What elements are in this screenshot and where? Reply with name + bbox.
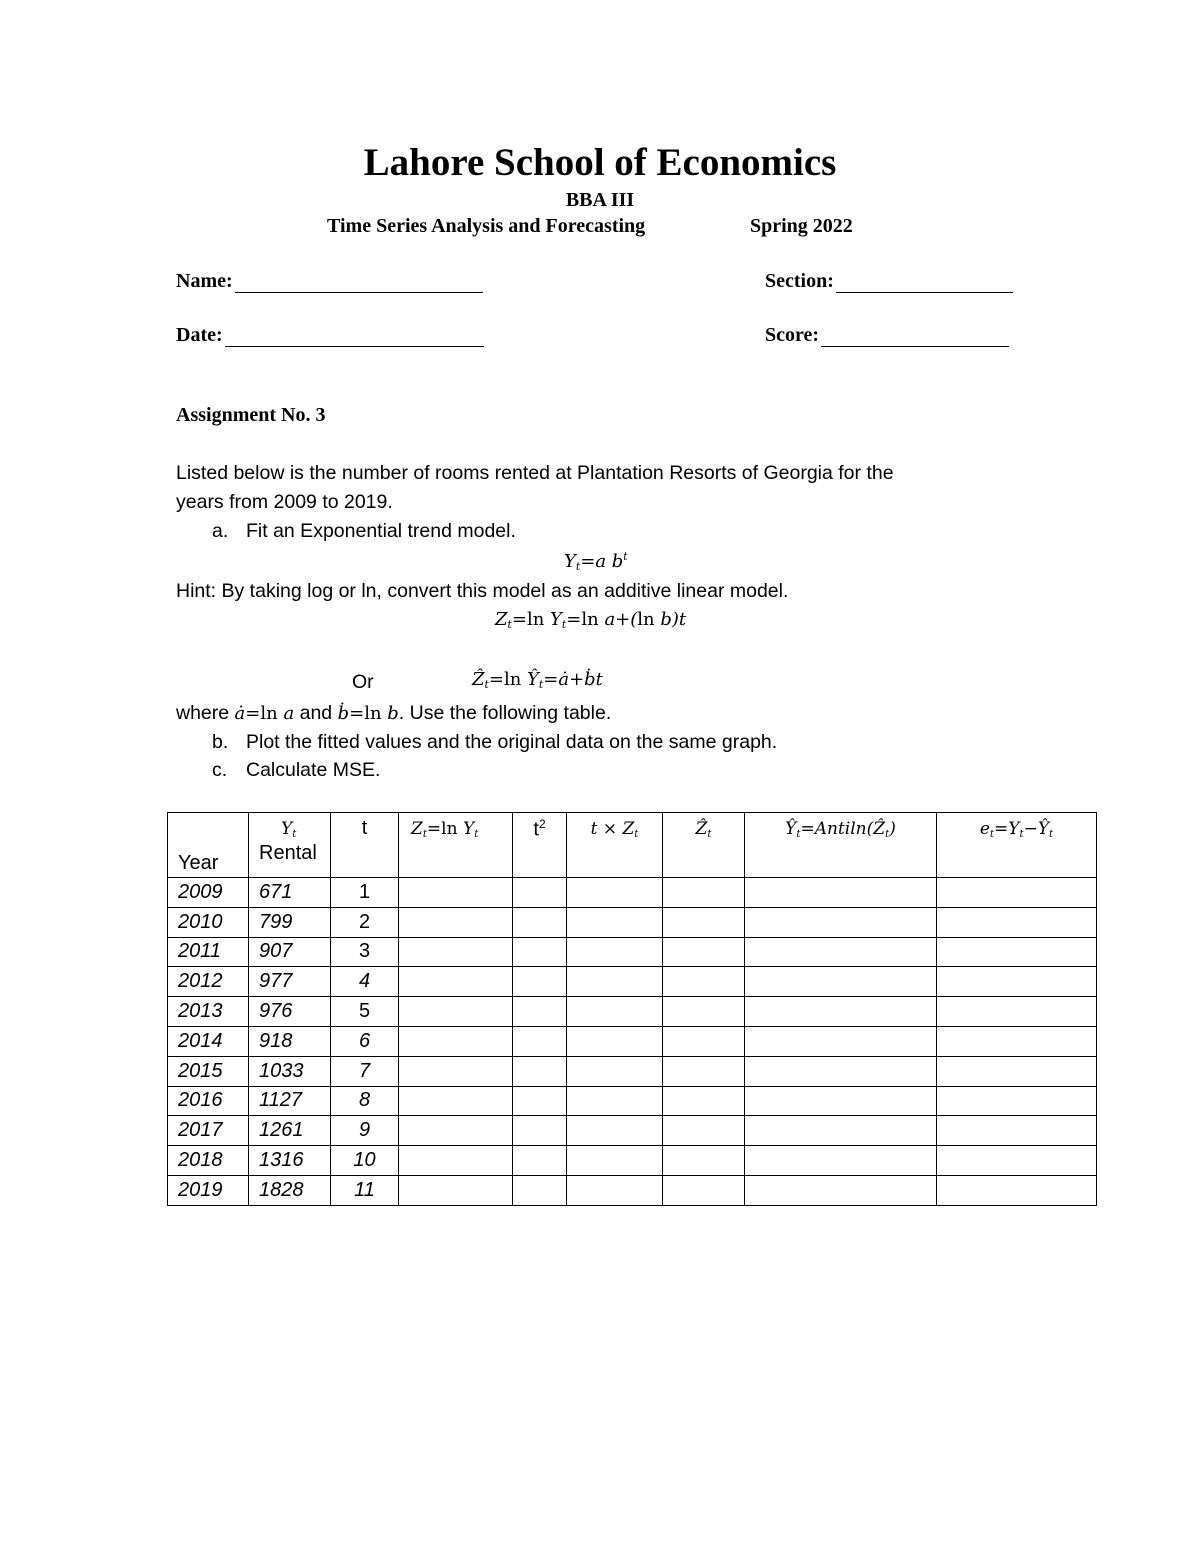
cell-residual[interactable] xyxy=(937,1146,1097,1176)
cell-rental: 977 xyxy=(249,967,331,997)
cell-rental: 976 xyxy=(249,997,331,1027)
table-row xyxy=(168,1116,1097,1146)
score-blank[interactable] xyxy=(821,326,1009,347)
cell-t: 7 xyxy=(331,1056,399,1086)
list-label: b. xyxy=(212,731,229,753)
cell-residual[interactable] xyxy=(937,937,1097,967)
cell-t-times-zt[interactable] xyxy=(567,997,663,1027)
subject-title: Time Series Analysis and Forecasting xyxy=(327,215,646,237)
cell-residual[interactable] xyxy=(937,1026,1097,1056)
cell-t-times-zt[interactable] xyxy=(567,1175,663,1205)
table-row xyxy=(168,997,1097,1027)
cell-rental: 1316 xyxy=(249,1146,331,1176)
date-blank[interactable] xyxy=(225,326,484,347)
cell-zt[interactable] xyxy=(399,997,513,1027)
hint-text: Hint: By taking log or ln, convert this model as an additive linear model. xyxy=(176,580,789,602)
cell-rental: 1261 xyxy=(249,1116,331,1146)
cell-t-times-zt[interactable] xyxy=(567,1056,663,1086)
cell-year: 2018 xyxy=(168,1146,249,1176)
cell-year: 2013 xyxy=(168,997,249,1027)
cell-zt[interactable] xyxy=(399,1146,513,1176)
cell-zt-hat[interactable] xyxy=(663,1026,745,1056)
score-field[interactable] xyxy=(765,324,1009,347)
cell-yt-hat[interactable] xyxy=(745,1116,937,1146)
header-zt-hat: Ẑ$_t$ xyxy=(663,813,745,878)
cell-zt[interactable] xyxy=(399,1026,513,1056)
cell-yt-hat[interactable] xyxy=(745,1056,937,1086)
table-row xyxy=(168,1086,1097,1116)
where-suffix: . Use the following table. xyxy=(398,702,612,724)
cell-t-squared[interactable] xyxy=(513,1056,567,1086)
list-label: a. xyxy=(212,520,229,542)
cell-t-times-zt[interactable] xyxy=(567,1026,663,1056)
cell-t-squared[interactable] xyxy=(513,1086,567,1116)
cell-year: 2017 xyxy=(168,1116,249,1146)
cell-zt-hat[interactable] xyxy=(663,937,745,967)
cell-residual[interactable] xyxy=(937,1086,1097,1116)
cell-residual[interactable] xyxy=(937,1175,1097,1205)
list-item-c xyxy=(212,759,380,782)
cell-zt-hat[interactable] xyxy=(663,997,745,1027)
equation-b-dot: ḃ=ln b xyxy=(337,703,399,724)
cell-rental: 1127 xyxy=(249,1086,331,1116)
cell-zt[interactable] xyxy=(399,878,513,908)
cell-residual[interactable] xyxy=(937,1056,1097,1086)
equation-exponential-model: $Y_t=a$ $b^t$ xyxy=(564,550,628,573)
header-yt-symbol: $Y_t$ xyxy=(281,819,297,840)
header-t-times-zt: $t \times Z_t$ xyxy=(567,813,663,878)
table-row xyxy=(168,878,1097,908)
cell-t-times-zt[interactable] xyxy=(567,878,663,908)
cell-t-squared[interactable] xyxy=(513,1146,567,1176)
cell-t-times-zt[interactable] xyxy=(567,1146,663,1176)
cell-yt-hat[interactable] xyxy=(745,1175,937,1205)
or-text: Or xyxy=(352,671,374,693)
cell-residual[interactable] xyxy=(937,907,1097,937)
cell-t-squared[interactable] xyxy=(513,937,567,967)
cell-residual[interactable] xyxy=(937,967,1097,997)
cell-rental: 671 xyxy=(249,878,331,908)
table-row xyxy=(168,1056,1097,1086)
table-row xyxy=(168,1146,1097,1176)
cell-zt-hat[interactable] xyxy=(663,1146,745,1176)
cell-t: 6 xyxy=(331,1026,399,1056)
cell-t-times-zt[interactable] xyxy=(567,937,663,967)
list-label: c. xyxy=(212,759,228,781)
cell-t: 11 xyxy=(331,1175,399,1205)
table-row xyxy=(168,937,1097,967)
cell-zt-hat[interactable] xyxy=(663,878,745,908)
table-header-row xyxy=(168,813,1097,878)
table-row xyxy=(168,967,1097,997)
header-t-squared: $t^2$ xyxy=(513,813,567,878)
cell-t: 8 xyxy=(331,1086,399,1116)
cell-yt-hat[interactable] xyxy=(745,937,937,967)
course-code: BBA III xyxy=(565,189,635,211)
list-text: Calculate MSE. xyxy=(246,759,381,781)
cell-rental: 1033 xyxy=(249,1056,331,1086)
cell-zt-hat[interactable] xyxy=(663,1086,745,1116)
term-label: Spring 2022 xyxy=(750,215,853,237)
cell-year: 2012 xyxy=(168,967,249,997)
date-label: Date: xyxy=(176,324,223,346)
cell-t-times-zt[interactable] xyxy=(567,1116,663,1146)
score-label: Score: xyxy=(765,324,820,346)
cell-rental: 799 xyxy=(249,907,331,937)
cell-t: 10 xyxy=(331,1146,399,1176)
cell-t: 1 xyxy=(331,878,399,908)
header-residual: $e_t=Y_t-Ŷ_t$ xyxy=(937,813,1097,878)
data-table xyxy=(167,812,1097,1206)
cell-yt-hat[interactable] xyxy=(745,1086,937,1116)
cell-zt-hat[interactable] xyxy=(663,1116,745,1146)
cell-t: 4 xyxy=(331,967,399,997)
cell-year: 2019 xyxy=(168,1175,249,1205)
section-label: Section: xyxy=(765,270,834,292)
table-row xyxy=(168,907,1097,937)
cell-t-squared[interactable] xyxy=(513,997,567,1027)
list-text: Plot the fitted values and the original data on the same graph. xyxy=(246,731,778,753)
cell-t-squared[interactable] xyxy=(513,1026,567,1056)
page-title: Lahore School of Economics xyxy=(363,141,837,184)
date-field[interactable] xyxy=(176,324,484,347)
where-line xyxy=(176,702,611,725)
name-label: Name: xyxy=(176,270,233,292)
header-yt-hat: $Ŷ_t=Antiln(Ẑ_t)$ xyxy=(745,813,937,878)
equation-a-dot: ȧ=ln a xyxy=(234,703,295,724)
equation-log-linear: $Z_t=\ln$ $Y_t=\ln$ a+(ln b)t xyxy=(495,609,687,631)
cell-residual[interactable] xyxy=(937,1116,1097,1146)
cell-yt-hat[interactable] xyxy=(745,1146,937,1176)
cell-year: 2015 xyxy=(168,1056,249,1086)
assignment-title: Assignment No. 3 xyxy=(176,404,326,426)
cell-rental: 907 xyxy=(249,937,331,967)
where-and: and xyxy=(299,702,333,724)
cell-t-times-zt[interactable] xyxy=(567,1086,663,1116)
cell-t-squared[interactable] xyxy=(513,1116,567,1146)
cell-t-squared[interactable] xyxy=(513,967,567,997)
cell-t: 3 xyxy=(331,937,399,967)
table-row xyxy=(168,1175,1097,1205)
cell-year: 2016 xyxy=(168,1086,249,1116)
name-blank[interactable] xyxy=(235,272,483,293)
cell-year: 2010 xyxy=(168,907,249,937)
cell-t-squared[interactable] xyxy=(513,907,567,937)
cell-yt-hat[interactable] xyxy=(745,1026,937,1056)
cell-zt[interactable] xyxy=(399,907,513,937)
cell-yt-hat[interactable] xyxy=(745,878,937,908)
cell-t-squared[interactable] xyxy=(513,1175,567,1205)
cell-t: 9 xyxy=(331,1116,399,1146)
cell-zt[interactable] xyxy=(399,967,513,997)
cell-residual[interactable] xyxy=(937,878,1097,908)
cell-zt-hat[interactable] xyxy=(663,967,745,997)
cell-t-times-zt[interactable] xyxy=(567,967,663,997)
list-item-a xyxy=(212,520,516,543)
header-t: t xyxy=(331,813,399,878)
cell-yt-hat[interactable] xyxy=(745,997,937,1027)
intro-line-1: Listed below is the number of rooms rented at Plantation Resorts of Georgia for the xyxy=(176,462,894,484)
section-blank[interactable] xyxy=(836,272,1013,293)
table-row xyxy=(168,1026,1097,1056)
header-rental: $Y_t$ Rental xyxy=(249,813,331,878)
cell-year: 2009 xyxy=(168,878,249,908)
cell-zt[interactable] xyxy=(399,937,513,967)
name-field[interactable] xyxy=(176,270,483,293)
cell-zt-hat[interactable] xyxy=(663,1056,745,1086)
cell-yt-hat[interactable] xyxy=(745,907,937,937)
header-year: Year xyxy=(168,813,249,878)
cell-zt-hat[interactable] xyxy=(663,1175,745,1205)
section-field[interactable] xyxy=(765,270,1013,293)
cell-t: 5 xyxy=(331,997,399,1027)
cell-t-times-zt[interactable] xyxy=(567,907,663,937)
cell-zt[interactable] xyxy=(399,1175,513,1205)
cell-residual[interactable] xyxy=(937,997,1097,1027)
cell-rental: 918 xyxy=(249,1026,331,1056)
cell-zt[interactable] xyxy=(399,1116,513,1146)
cell-yt-hat[interactable] xyxy=(745,967,937,997)
list-text: Fit an Exponential trend model. xyxy=(246,520,516,542)
cell-t-squared[interactable] xyxy=(513,878,567,908)
equation-fitted-log: Ẑ$_t$=ln $Ŷ_t=ȧ+ḃt$ xyxy=(472,669,603,691)
intro-line-2: years from 2009 to 2019. xyxy=(176,491,393,513)
cell-t: 2 xyxy=(331,907,399,937)
header-zt: $Z_t=\ln$ $Y_t$ xyxy=(399,813,513,878)
cell-year: 2014 xyxy=(168,1026,249,1056)
where-prefix: where xyxy=(176,702,230,724)
list-item-b xyxy=(212,731,777,754)
cell-zt[interactable] xyxy=(399,1086,513,1116)
cell-zt[interactable] xyxy=(399,1056,513,1086)
cell-zt-hat[interactable] xyxy=(663,907,745,937)
cell-rental: 1828 xyxy=(249,1175,331,1205)
cell-year: 2011 xyxy=(168,937,249,967)
